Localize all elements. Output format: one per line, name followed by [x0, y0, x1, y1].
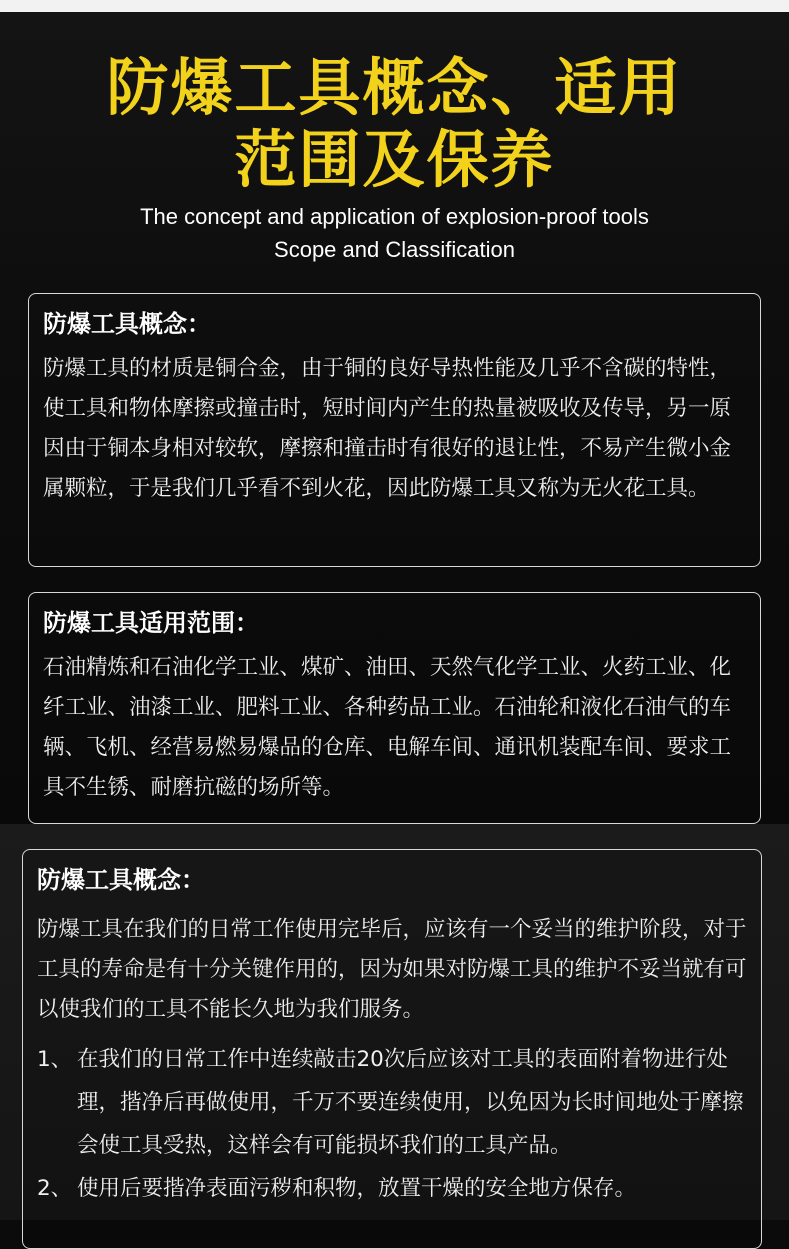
scope-text: 石油精炼和石油化学工业、煤矿、油田、天然气化学工业、火药工业、化纤工业、油漆工业、肥料工业、各种药品工业。石油轮和液化石油气的车辆、飞机、经营易燃易爆品的仓库、电解车间、通讯机装配车间、要求工具不生锈、耐磨抗磁的场所等。 — [43, 655, 732, 800]
list-item — [37, 1038, 753, 1167]
english-subtitle-line-1: The concept and application of explosion-proof tools — [140, 204, 649, 229]
scope-card — [28, 592, 761, 824]
list-item — [37, 1167, 753, 1210]
concept-heading: 防爆工具概念： — [43, 310, 211, 338]
page-title-line-2: 范围及保养 — [234, 123, 555, 196]
maintenance-list — [37, 1038, 753, 1210]
maintenance-intro: 防爆工具在我们的日常工作使用完毕后，应该有一个妥当的维护阶段，对于工具的寿命是有十分关键作用的，因为如果对防爆工具的维护不妥当就有可以使我们的工具不能长久地为我们服务。 — [37, 917, 747, 1022]
list-item-number: 1、 — [37, 1047, 73, 1072]
scope-heading: 防爆工具适用范围： — [43, 609, 259, 637]
concept-text: 防爆工具的材质是铜合金，由于铜的良好导热性能及几乎不含碳的特性，使工具和物体摩擦或撞击时，短时间内产生的热量被吸收及传导，另一原因由于铜本身相对较软，摩擦和撞击时有很好的退让性，不易产生微小金属颗粒，于是我们几乎看不到火花，因此防爆工具又称为无火花工具。 — [43, 356, 732, 501]
list-item-text: 使用后要揩净表面污秽和积物，放置干燥的安全地方保存。 — [77, 1176, 637, 1201]
top-strip — [0, 0, 789, 12]
maintenance-heading: 防爆工具概念： — [37, 866, 205, 894]
concept-card — [28, 293, 761, 567]
maintenance-card — [22, 849, 762, 1249]
list-item-text: 在我们的日常工作中连续敲击20次后应该对工具的表面附着物进行处理，揩净后再做使用，千万不要连续使用，以免因为长时间地处于摩擦会使工具受热，这样会有可能损坏我们的工具产品。 — [77, 1047, 744, 1158]
english-subtitle-line-2: Scope and Classification — [274, 237, 515, 262]
page-title-line-1: 防爆工具概念、适用 — [106, 51, 683, 124]
list-item-number: 2、 — [37, 1176, 73, 1201]
